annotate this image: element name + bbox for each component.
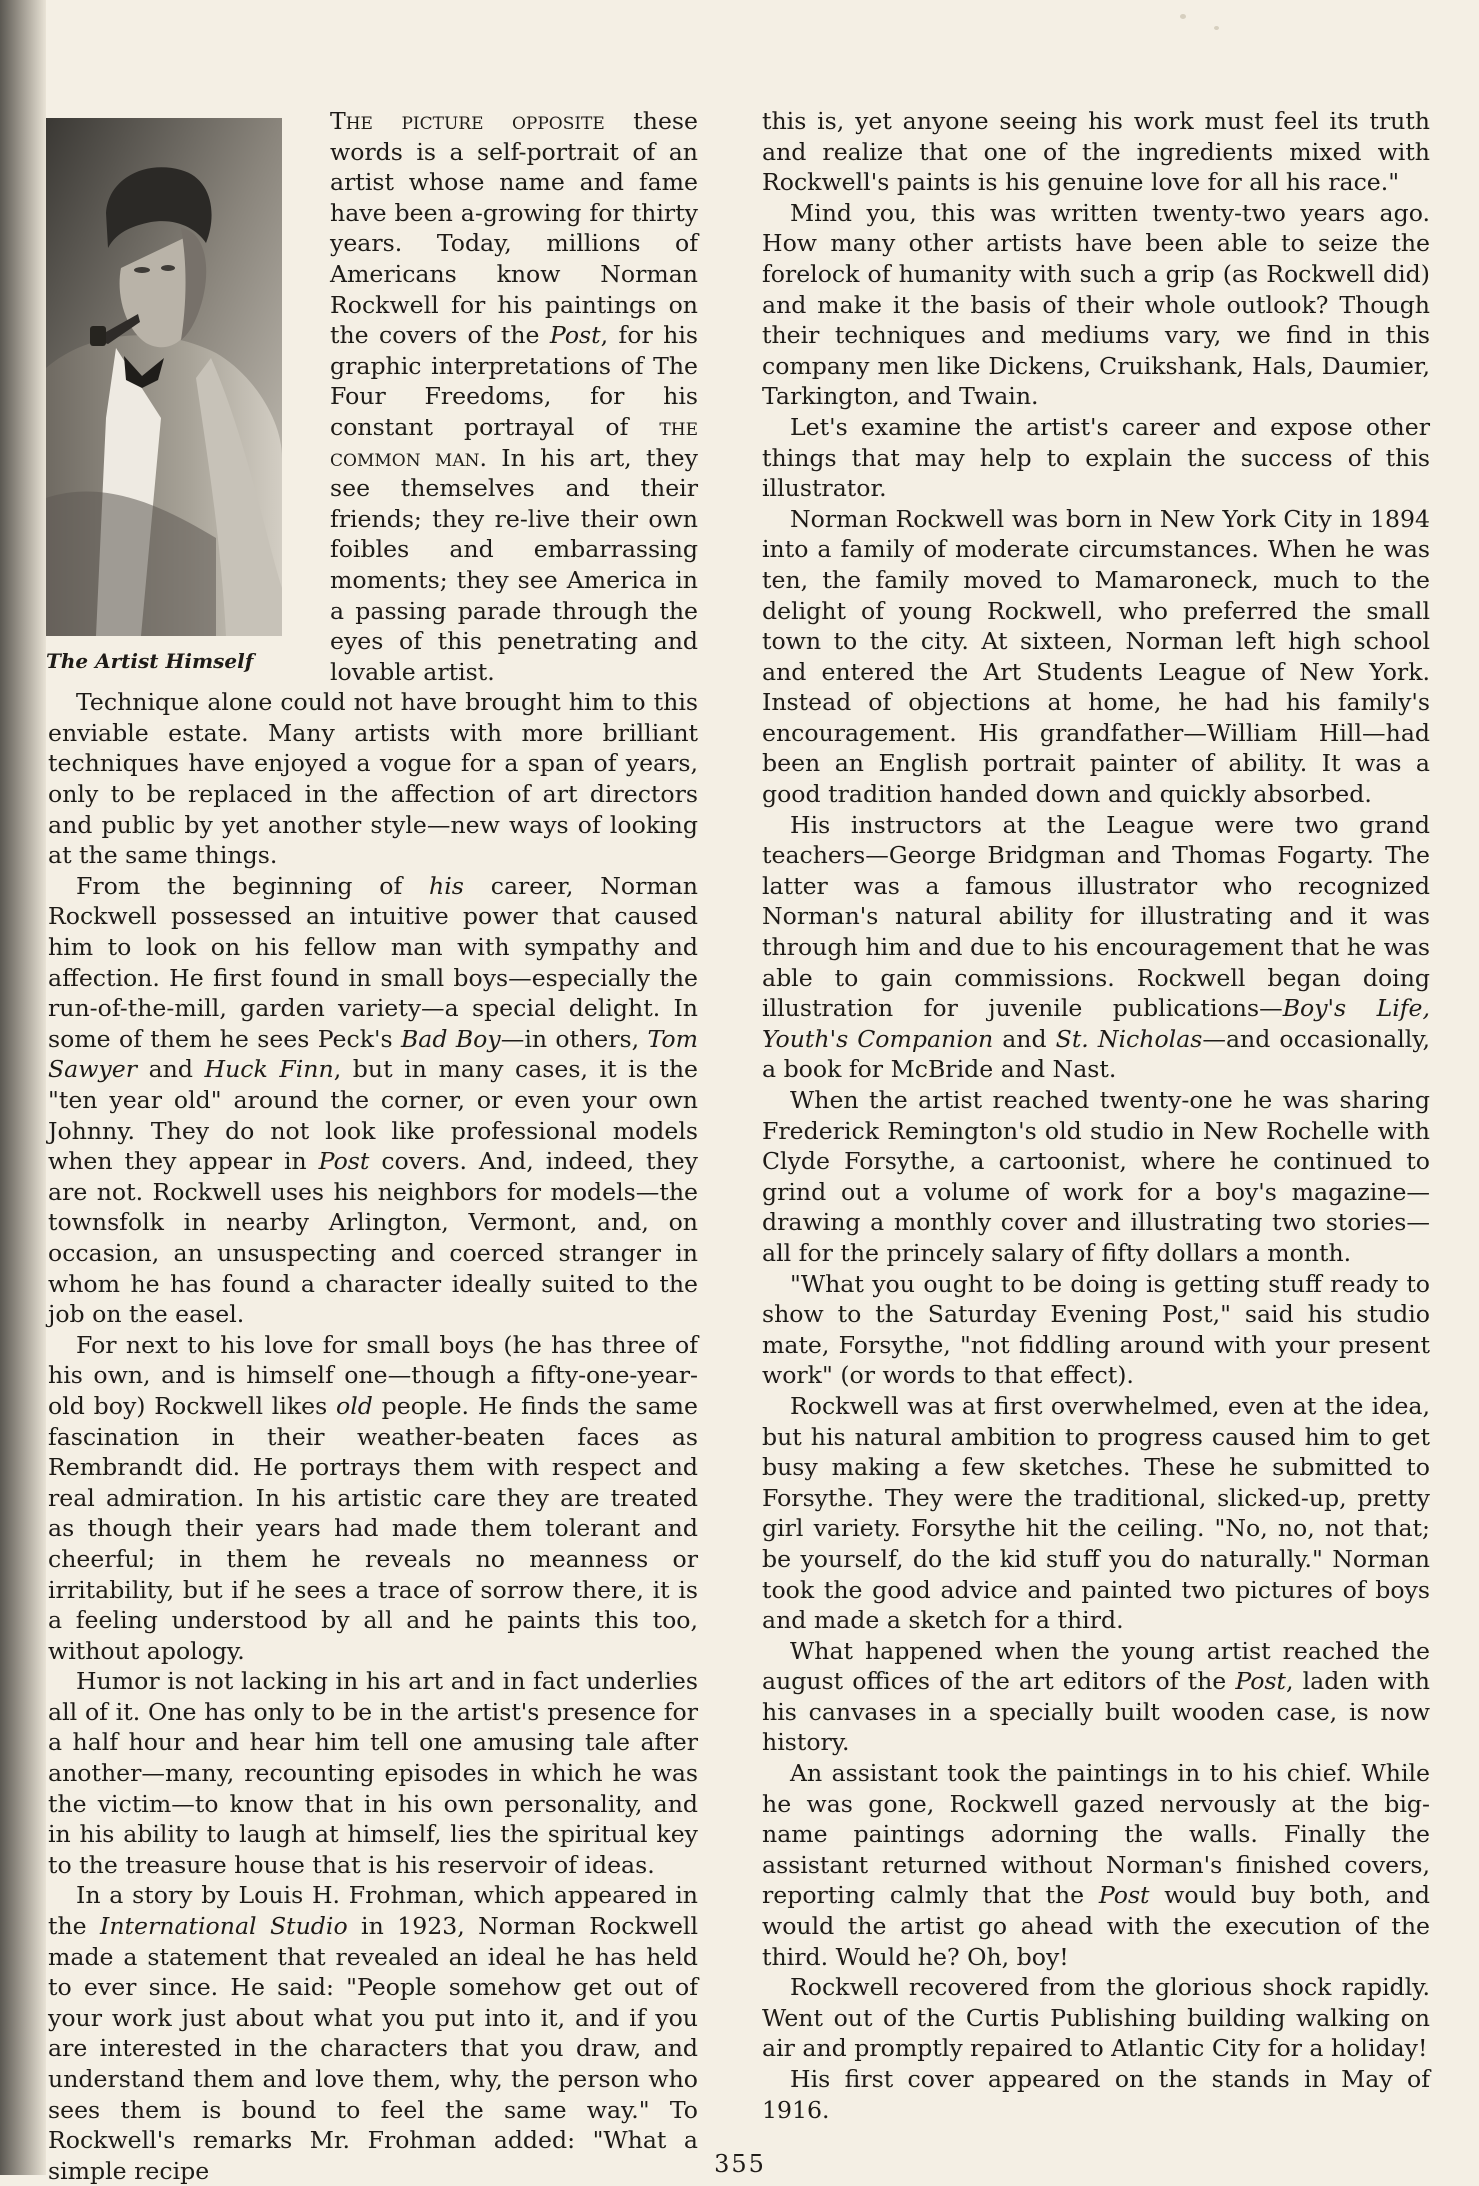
right-paragraph-6: When the artist reached twenty-one he was sharing Frederick Remington's old studio in New Rochelle with Clyde Forsythe, a cartoonist, where he continued to grind out a volume of work for a boy's magazine—drawing a monthly cover and illustrating two stories—all for the princely salary of fifty dollars a month. [762,1086,1430,1267]
text-run: . In his art, they see themselves and their friends; they re-live their own foibles and embarrassing moments; they see America in a passing parade through the eyes of this penetrating and lovable artist. [330,443,698,686]
italic-title: Post [318,1147,370,1176]
text-run: career, Norman Rockwell possessed an intuitive power that caused him to look on his fellow man with sympathy and affection. He first found in small boys—especially the run-of-the-mill, garden variety—a special delight. In some of them he sees Peck's [48,871,698,1053]
text-run: —in others, [500,1024,648,1053]
left-paragraph-4 [48,1330,698,1667]
italic-title: International Studio [100,1912,348,1941]
italic-title: Post [549,321,601,350]
text-run: these words is a self-portrait of an artist whose name and fame have been a-growing for thirty years. Today, millions of Americans know Norman Rockwell for his paintings on the covers of the [330,107,698,350]
right-paragraph-1: this is, yet anyone seeing his work must feel its truth and realize that one of the ingredients mixed with Rockwell's paints is his genuine love for all his race." [762,107,1430,197]
italic-title: Tom Sawyer [48,1024,698,1084]
text-run: , laden with his canvases in a specially built wooden case, is now history. [762,1667,1430,1757]
text-run: , but in many cases, it is the "ten year old" around the corner, or even your own Johnny. They do not look like professional models when they appear in [48,1055,699,1176]
text-run: people. He finds the same fascination in their weather-beaten faces as Rembrandt did. He portrays them with respect and real admiration. In his artistic care they are treated as though their years had made them tolerant and cheerful; in them he reveals no meanness or irritability, but if he sees a trace of sorrow there, it is a feeling understood by all and he paints this too, without apology. [48,1391,698,1665]
italic-word: his [429,871,464,900]
italic-word: old [336,1391,373,1420]
left-paragraph-2: Technique alone could not have brought him to this enviable estate. Many artists with more brilliant techniques have enjoyed a vogue for a span of years, only to be replaced in the affection of art directors and public by yet another style—new ways of looking at the same things. [48,688,698,870]
italic-title: Bad Boy [400,1024,501,1053]
right-paragraph-8: Rockwell was at first overwhelmed, even at the idea, but his natural ambition to progress caused him to get busy making a few sketches. These he submitted to Forsythe. They were the traditional, slicked-up, pretty girl variety. Forsythe hit the ceiling. "No, no, not that; be yourself, do the kid stuff you do naturally." Norman took the good advice and painted two pictures of boys and made a sketch for a third. [762,1391,1430,1635]
text-run: What happened when the young artist reached the august offices of the art editors of the [762,1636,1430,1696]
text-run: and [137,1055,205,1084]
text-run: —and occasionally, a book for McBride and Nast. [762,1024,1430,1084]
right-paragraph-9 [762,1636,1430,1758]
left-column [48,106,698,2186]
right-paragraph-3: Let's examine the artist's career and expose other things that may help to explain the success of this illustrator. [762,412,1430,503]
paper-fleck [1214,26,1219,30]
small-caps-phrase: the common man [330,412,698,472]
italic-title: Post [1098,1881,1150,1910]
figure-caption: The Artist Himself [46,649,254,673]
left-paragraph-6 [48,1880,698,2186]
right-paragraph-7: "What you ought to be doing is getting stuff ready to show to the Saturday Evening Post," said his studio mate, Forsythe, "not fiddling around with your present work" (or words to that effect). [762,1269,1430,1390]
right-paragraph-2: Mind you, this was written twenty-two years ago. How many other artists have been able to seize the forelock of humanity with such a grip (as Rockwell did) and make it the basis of their whole outlook? Though their techniques and mediums vary, we find in this company men like Dickens, Cruikshank, Hals, Daumier, Tarkington, and Twain. [762,198,1430,411]
lead-in-small-caps: The picture opposite [330,107,605,135]
text-run: From the beginning of [76,871,430,900]
text-run: and [993,1024,1056,1053]
self-portrait-photo [46,118,282,636]
italic-title: Boy's Life, Youth's Companion [762,994,1430,1053]
text-run: in 1923, Norman Rockwell made a statement that revealed an ideal he has held to ever since. He said: "People somehow get out of your work just about what you put into it, and if you are interested in the characters that you draw, and understand them and love them, why, the person who sees them is bound to feel the same way." To Rockwell's remarks Mr. Frohman added: "What a simple recipe [48,1912,698,2185]
text-run: covers. And, indeed, they are not. Rockwell uses his neighbors for models—the townsfolk in nearby Arlington, Vermont, and, on occasion, an unsuspecting and coerced stranger in whom he has found a character ideally suited to the job on the easel. [48,1147,698,1329]
italic-title: St. Nicholas [1055,1024,1203,1053]
text-run: , for his graphic interpretations of The Four Freedoms, for his constant portrayal of [330,321,698,441]
text-run: An assistant took the paintings in to his chief. While he was gone, Rockwell gazed nervously at the big-name paintings adorning the walls. Finally the assistant returned without Norman's finished covers, reporting calmly that the [762,1759,1430,1910]
italic-title: Post [1235,1667,1287,1696]
paper-fleck [1180,14,1186,19]
text-run: would buy both, and would the artist go ahead with the execution of the third. Would he? Oh, boy! [762,1881,1430,1971]
right-paragraph-4: Norman Rockwell was born in New York City in 1894 into a family of moderate circumstances. When he was ten, the family moved to Mamaroneck, much to the delight of young Rockwell, who preferred the small town to the city. At sixteen, Norman left high school and entered the Art Students League of New York. Instead of objections at home, he had his family's encouragement. His grandfather—William Hill—had been an English portrait painter of ability. It was a good tradition handed down and quickly absorbed. [762,504,1430,809]
italic-title: Huck Finn [204,1055,334,1084]
self-portrait-figure [46,118,282,678]
right-paragraph-5 [762,810,1430,1085]
text-run: For next to his love for small boys (he has three of his own, and is himself one—though a fifty-one-year-old boy) Rockwell likes [48,1330,698,1420]
right-column [762,106,1430,2125]
right-paragraph-10 [762,1758,1430,1972]
left-paragraph-3 [48,871,698,1330]
text-run: In a story by Louis H. Frohman, which appeared in the [48,1881,698,1941]
binding-gutter-shadow [0,0,46,2175]
page-number: 355 [714,2150,766,2178]
right-paragraph-11: Rockwell recovered from the glorious shock rapidly. Went out of the Curtis Publishing building walking on air and promptly repaired to Atlantic City for a holiday! [762,1973,1430,2063]
right-paragraph-12: His first cover appeared on the stands in May of 1916. [762,2065,1430,2124]
left-paragraph-5: Humor is not lacking in his art and in fact underlies all of it. One has only to be in the artist's presence for a half hour and hear him tell one amusing tale after another—many, recounting episodes in which he was the victim—to know that in his own personality, and in his ability to laugh at himself, lies the spiritual key to the treasure house that is his reservoir of ideas. [48,1667,698,1879]
text-run: His instructors at the League were two grand teachers—George Bridgman and Thomas Fogarty. The latter was a famous illustrator who recognized Norman's natural ability for illustrating and it was through him and due to his encouragement that he was able to gain commissions. Rockwell began doing illustration for juvenile publications— [762,810,1430,1023]
